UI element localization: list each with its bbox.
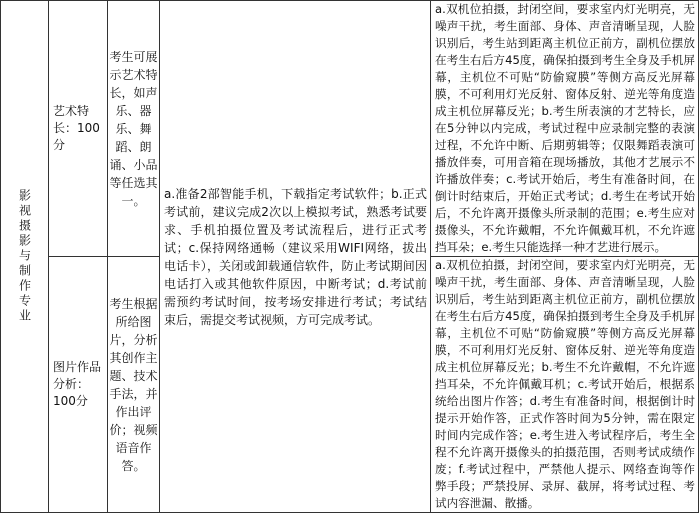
- exam-item: 图片作品分析：100分: [53, 360, 102, 408]
- content-cell: [108, 1, 160, 257]
- exam-content: 考生根据所给图片，分析其创作主题、技术手法，并作出评价；视频语音作答。: [109, 296, 158, 473]
- item-cell: [49, 1, 108, 257]
- details-cell: [431, 1, 699, 257]
- exam-content: 考生可展示艺术特长，如声乐、器乐、舞蹈、朗诵、小品等任选其一。: [109, 49, 158, 208]
- major-name: 影视摄影与制作专业: [17, 189, 32, 324]
- major-cell: [1, 1, 49, 513]
- exam-item: 艺术特长：100分: [53, 104, 100, 152]
- exam-details: a.双机位拍摄，封闭空间，要求室内灯光明亮，无噪声干扰，考生面部、身体、声音清晰呈现，人脸识别后，考生站到距离主机位正前方，副机位摆放在考生右后方45度，确保拍摄到考生全身及手机屏幕，主机位不可贴“防偷窥膜”等侧方高反光屏幕膜，不可利用灯光反射、窗体反射、逆光等角度造成主机位屏幕反光；b.考生不允许戴帽，不允许遮挡耳朵，不允许佩戴耳机；c.考试开始后，根据系统给出图片作答；d.考生有准备时间，根据倒计时提示开始作答，正式作答时间为5分钟，需在限定时间内完成作答；e.考生进入考试程序后，考生全程不允许离开摄像头的拍摄范围，否则考试成绩作废；f.考试过程中，严禁他人提示、网络查询等作弊手段；严禁投屏、录屏、截屏，将考试过程、考试内容泄漏、散播。: [435, 258, 695, 510]
- table-row: [1, 1, 699, 257]
- details-cell: [431, 257, 699, 513]
- exam-details: a.双机位拍摄，封闭空间，要求室内灯光明亮，无噪声干扰，考生面部、身体、声音清晰呈现，人脸识别后，考生站到距离主机位正前方，副机位摆放在考生右后方45度，确保拍摄到考生全身及手机屏幕，主机位不可贴“防偷窥膜”等侧方高反光屏幕膜，不可利用灯光反射、窗体反射、逆光等角度造成主机位屏幕反光；b.考生所表演的才艺特长，应在5分钟以内完成，考试过程中应录制完整的表演过程，不允许中断、后期剪辑等；仅限舞蹈表演可播放伴奏，可用音箱在现场播放，其他才艺展示不许播放伴奏；c.考试开始后，考生有准备时间，在倒计时结束后，开始正式考试；d.考生在考试开始后，不允许离开摄像头所录制的范围；e.考生应对摄像头，不允许戴帽，不允许佩戴耳机，不允许遮挡耳朵；e.考生只能选择一种才艺进行展示。: [435, 2, 695, 254]
- content-cell: [108, 257, 160, 513]
- item-cell: [49, 257, 108, 513]
- shared-requirements: a.准备2部智能手机，下载指定考试软件；b.正式考试前，建议完成2次以上模拟考试，熟悉考试要求、手机拍摄位置及考试流程后，进行正式考试；c.保持网络通畅（建议采用WIFI网络，拔出电话卡），关闭或卸载通信软件，防止考试期间因电话打入或其他软件原因，中断考试；d.考试前需预约考试时间，按考场安排进行考试；考试结束后，需提交考试视频，方可完成考试。: [164, 186, 427, 327]
- shared-requirements-cell: [160, 1, 431, 513]
